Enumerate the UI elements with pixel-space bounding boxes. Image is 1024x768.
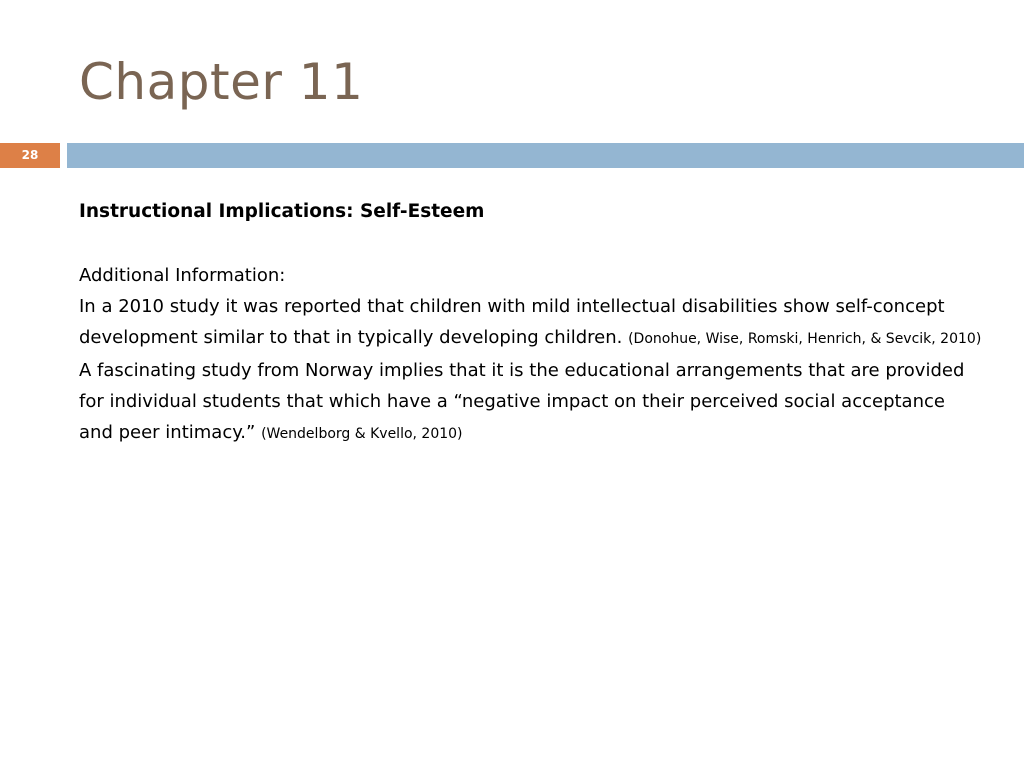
citation: (Donohue, Wise, Romski, Henrich, & Sevcik, 2010) (628, 331, 982, 347)
paragraph-text: In a 2010 study it was reported that children with mild intellectual disabilities show self-concept development similar to that in typically developing children. (79, 296, 945, 348)
paragraph-study-2010 (79, 291, 984, 355)
citation: (Wendelborg & Kvello, 2010) (261, 426, 463, 442)
spacer (79, 227, 984, 260)
slide-content (79, 196, 984, 450)
paragraph-norway-study (79, 355, 984, 450)
additional-info-label: Additional Information: (79, 265, 286, 286)
paragraph-text: A fascinating study from Norway implies that it is the educational arrangements that are provided for individual students that which have a “negative impact on their perceived social acceptance and peer intimacy.” (79, 360, 965, 443)
title-divider-bar (67, 143, 1024, 168)
section-heading: Instructional Implications: Self-Esteem (79, 201, 485, 222)
slide-number: 28 (0, 143, 60, 168)
slide-title: Chapter 11 (79, 53, 364, 111)
